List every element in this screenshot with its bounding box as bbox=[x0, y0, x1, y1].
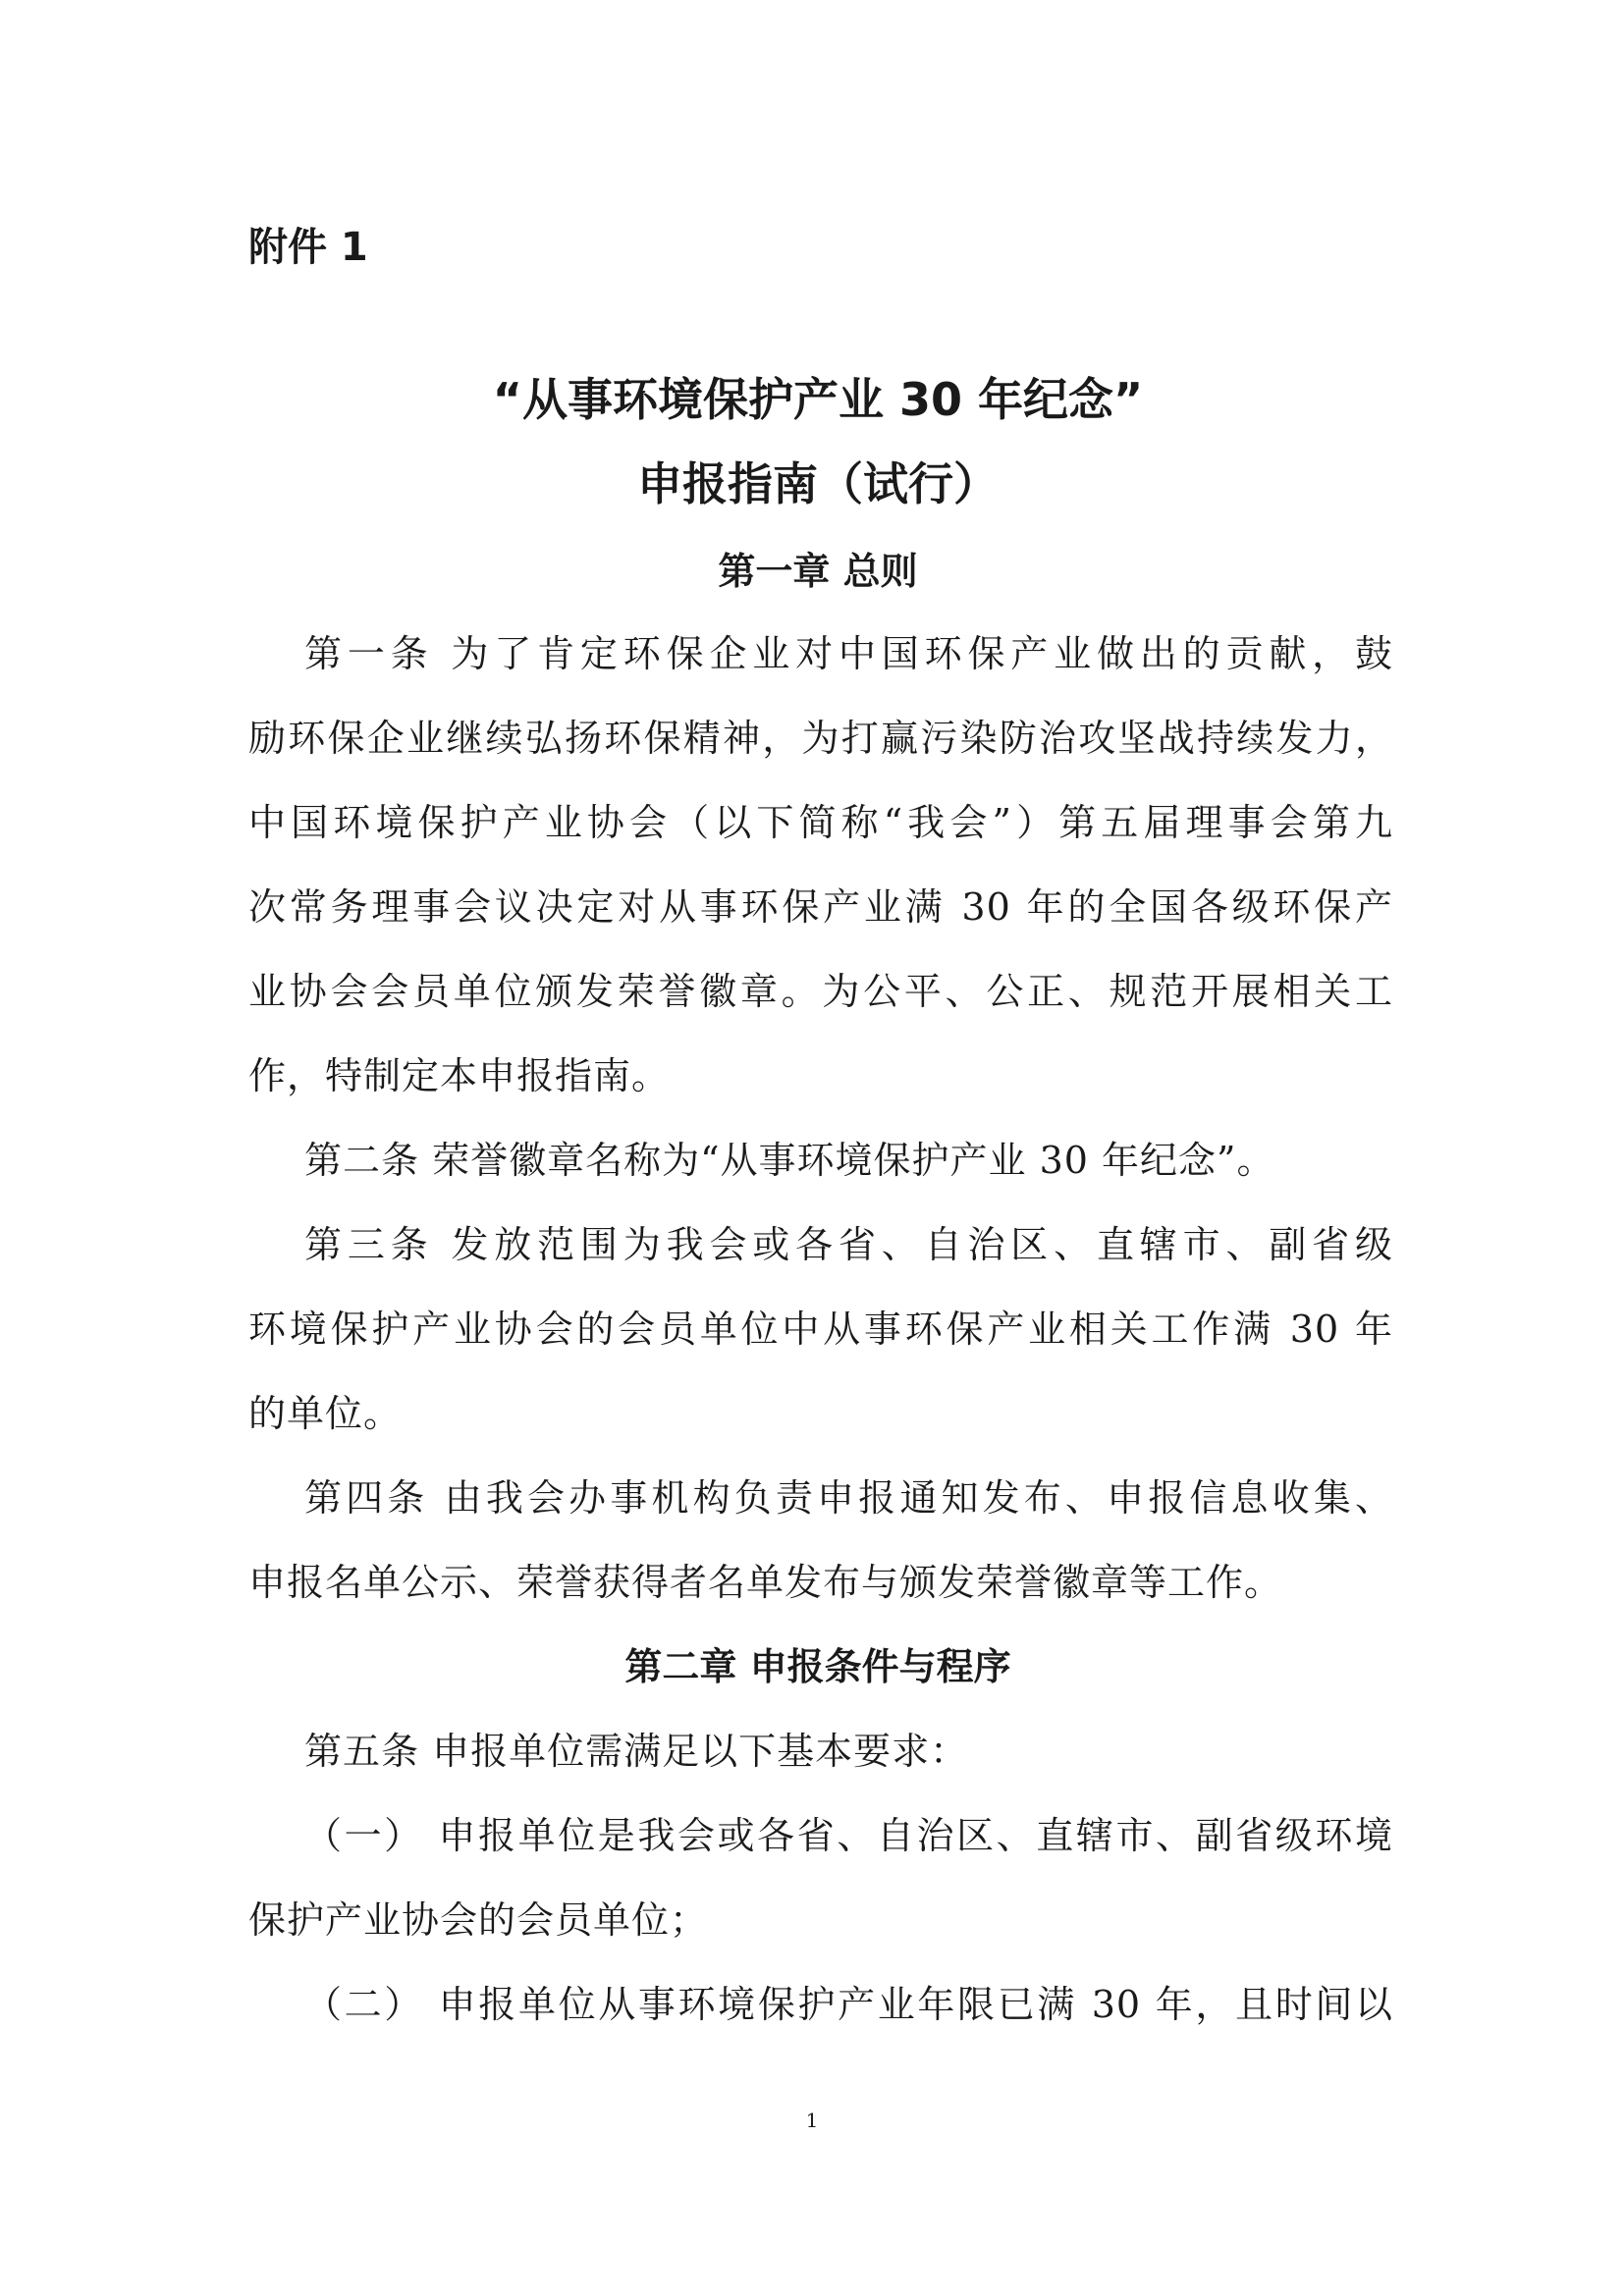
article-1-line-5: 业协会会员单位颁发荣誉徽章。为公平、公正、规范开展相关工 bbox=[248, 970, 1393, 1013]
article-1-line-1: 第一条 为了肯定环保企业对中国环保产业做出的贡献，鼓 bbox=[304, 632, 1393, 675]
article-1-line-2: 励环保企业继续弘扬环保精神，为打赢污染防治攻坚战持续发力， bbox=[248, 717, 1393, 760]
document-title-line-2: 申报指南（试行） bbox=[637, 457, 999, 510]
article-4-line-1: 第四条 由我会办事机构负责申报通知发布、申报信息收集、 bbox=[304, 1476, 1393, 1520]
article-5-item-1-line-1: （一） 申报单位是我会或各省、自治区、直辖市、副省级环境 bbox=[304, 1814, 1393, 1857]
article-3-line-1: 第三条 发放范围为我会或各省、自治区、直辖市、副省级 bbox=[304, 1223, 1393, 1266]
article-4-line-2: 申报名单公示、荣誉获得者名单发布与颁发荣誉徽章等工作。 bbox=[248, 1561, 1283, 1604]
article-1-line-6: 作，特制定本申报指南。 bbox=[248, 1054, 671, 1097]
article-1-line-4: 次常务理事会议决定对从事环保产业满 30 年的全国各级环保产 bbox=[248, 885, 1393, 929]
article-5-item-1-line-2: 保护产业协会的会员单位； bbox=[248, 1898, 709, 1942]
article-2-line-1: 第二条 荣誉徽章名称为“从事环境保护产业 30 年纪念”。 bbox=[304, 1139, 1275, 1182]
chapter-2-heading: 第二章 申报条件与程序 bbox=[624, 1645, 1011, 1688]
article-5-item-2-line-1: （二） 申报单位从事环境保护产业年限已满 30 年，且时间以 bbox=[304, 1983, 1393, 2026]
document-title-line-1: “从事环境保护产业 30 年纪念” bbox=[492, 373, 1144, 426]
attachment-label: 附件 1 bbox=[248, 225, 368, 270]
chapter-1-heading: 第一章 总则 bbox=[718, 550, 918, 593]
article-1-line-3: 中国环境保护产业协会（以下简称“我会”）第五届理事会第九 bbox=[248, 801, 1393, 844]
article-5-line-1: 第五条 申报单位需满足以下基本要求： bbox=[304, 1730, 969, 1773]
article-3-line-2: 环境保护产业协会的会员单位中从事环保产业相关工作满 30 年 bbox=[248, 1308, 1393, 1351]
article-3-line-3: 的单位。 bbox=[248, 1392, 403, 1435]
page-number: 1 bbox=[805, 2109, 819, 2132]
